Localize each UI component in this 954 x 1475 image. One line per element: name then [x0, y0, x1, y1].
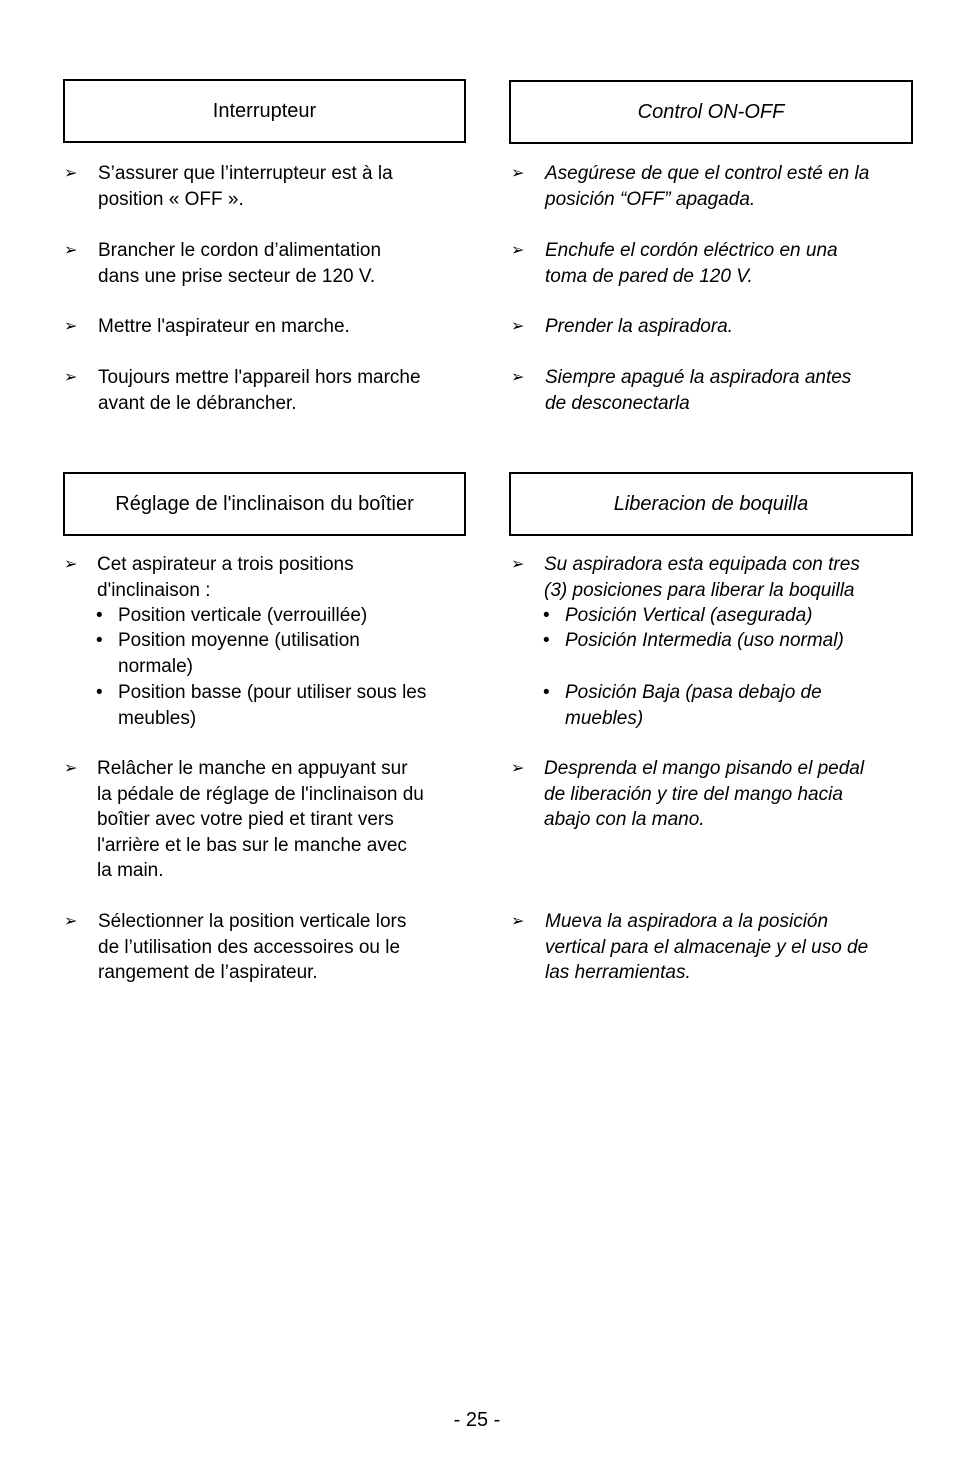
text-line: position « OFF ».	[98, 188, 244, 210]
es-section-title-switch	[509, 80, 913, 144]
text-line: toma de pared de 120 V.	[545, 265, 753, 287]
text-line: rangement de l’aspirateur.	[98, 962, 318, 983]
item-text	[544, 552, 860, 603]
arrow-bullet-icon: ➢	[64, 165, 78, 182]
arrow-bullet-icon: ➢	[64, 760, 78, 777]
bullet-dot-icon: •	[96, 682, 103, 703]
text-line: normale)	[118, 655, 193, 677]
text-line: Siempre apagué la aspiradora antes	[545, 367, 852, 388]
text-line: Mueva la aspiradora a la posición	[545, 911, 829, 932]
fr-section-title-switch	[63, 79, 466, 143]
arrow-bullet-icon: ➢	[511, 760, 525, 777]
arrow-bullet-icon: ➢	[64, 369, 78, 386]
sub-bullet-text	[565, 603, 812, 629]
sub-bullet-text	[118, 628, 360, 679]
text-line: Brancher le cordon d’alimentation	[98, 240, 382, 261]
text-line: Position basse (pour utiliser sous les	[118, 682, 427, 703]
text-line: posición “OFF” apagada.	[545, 188, 756, 210]
arrow-bullet-icon: ➢	[64, 318, 78, 335]
text-line: de desconectarla	[545, 392, 690, 414]
item-text	[545, 365, 851, 416]
text-line: avant de le débrancher.	[98, 392, 297, 414]
text-line: las herramientas.	[545, 962, 691, 983]
text-line: boîtier avec votre pied et tirant vers	[97, 809, 394, 830]
fr-title-tilt-text: Réglage de l'inclinaison du boîtier	[115, 492, 414, 515]
bullet-dot-icon: •	[96, 630, 103, 651]
sub-bullet-text	[118, 603, 367, 629]
text-line: Enchufe el cordón eléctrico en una	[545, 240, 838, 261]
text-line: Position verticale (verrouillée)	[118, 605, 368, 626]
text-line: Su aspiradora esta equipada con tres	[544, 554, 860, 575]
bullet-dot-icon: •	[543, 605, 550, 626]
item-text	[98, 161, 393, 212]
text-line: S’assurer que l’interrupteur est à la	[98, 163, 393, 184]
item-text	[545, 238, 838, 289]
text-line: meubles)	[118, 707, 197, 729]
text-line: Sélectionner la position verticale lors	[98, 911, 407, 932]
item-text	[545, 909, 868, 986]
item-text	[98, 365, 421, 416]
bullet-dot-icon: •	[543, 682, 550, 703]
text-line: Asegúrese de que el control esté en la	[545, 163, 870, 184]
arrow-bullet-icon: ➢	[511, 369, 525, 386]
arrow-bullet-icon: ➢	[64, 242, 78, 259]
text-line: Posición Baja (pasa debajo de	[565, 682, 822, 703]
text-line: d'inclinaison :	[97, 579, 211, 601]
text-line: Posición Intermedia (uso normal)	[565, 630, 844, 651]
text-line: l'arrière et le bas sur le manche avec	[97, 834, 407, 856]
text-line: (3) posiciones para liberar la boquilla	[544, 579, 855, 601]
text-line: Position moyenne (utilisation	[118, 630, 360, 651]
text-line: Prender la aspiradora.	[545, 316, 733, 337]
text-line: de liberación y tire del mango hacia	[544, 783, 843, 805]
es-section-title-tilt	[509, 472, 913, 536]
fr-section-title-tilt	[63, 472, 466, 536]
text-line: Cet aspirateur a trois positions	[97, 554, 354, 575]
es-title-tilt-text: Liberacion de boquilla	[613, 492, 809, 515]
text-line: muebles)	[565, 707, 644, 729]
item-text	[544, 756, 864, 833]
item-text	[98, 314, 350, 340]
item-text	[545, 161, 869, 212]
text-line: la pédale de réglage de l'inclinaison du	[97, 783, 424, 805]
bullet-dot-icon: •	[543, 630, 550, 651]
item-text	[97, 756, 424, 884]
arrow-bullet-icon: ➢	[511, 165, 525, 182]
page-number: - 25 -	[453, 1409, 501, 1431]
bullet-dot-icon: •	[96, 605, 103, 626]
item-text	[98, 238, 381, 289]
text-line: dans une prise secteur de 120 V.	[98, 265, 376, 287]
text-line: Toujours mettre l'appareil hors marche	[98, 367, 421, 388]
arrow-bullet-icon: ➢	[511, 242, 525, 259]
text-line: abajo con la mano.	[544, 809, 705, 830]
arrow-bullet-icon: ➢	[511, 318, 525, 335]
item-text	[545, 314, 733, 340]
sub-bullet-text	[118, 680, 426, 731]
text-line: Posición Vertical (asegurada)	[565, 605, 813, 626]
item-text	[98, 909, 406, 986]
arrow-bullet-icon: ➢	[64, 556, 78, 573]
text-line: vertical para el almacenaje y el uso de	[545, 936, 869, 958]
text-line: la main.	[97, 860, 164, 881]
arrow-bullet-icon: ➢	[64, 913, 78, 930]
arrow-bullet-icon: ➢	[511, 913, 525, 930]
sub-bullet-text	[565, 680, 822, 731]
text-line: de l’utilisation des accessoires ou le	[98, 936, 401, 958]
text-line: Relâcher le manche en appuyant sur	[97, 758, 408, 779]
es-title-switch-text: Control ON-OFF	[637, 100, 785, 123]
text-line: Mettre l'aspirateur en marche.	[98, 316, 350, 337]
item-text	[97, 552, 354, 603]
fr-title-switch-text: Interrupteur	[212, 99, 317, 122]
arrow-bullet-icon: ➢	[511, 556, 525, 573]
sub-bullet-text	[565, 628, 844, 654]
text-line: Desprenda el mango pisando el pedal	[544, 758, 865, 779]
